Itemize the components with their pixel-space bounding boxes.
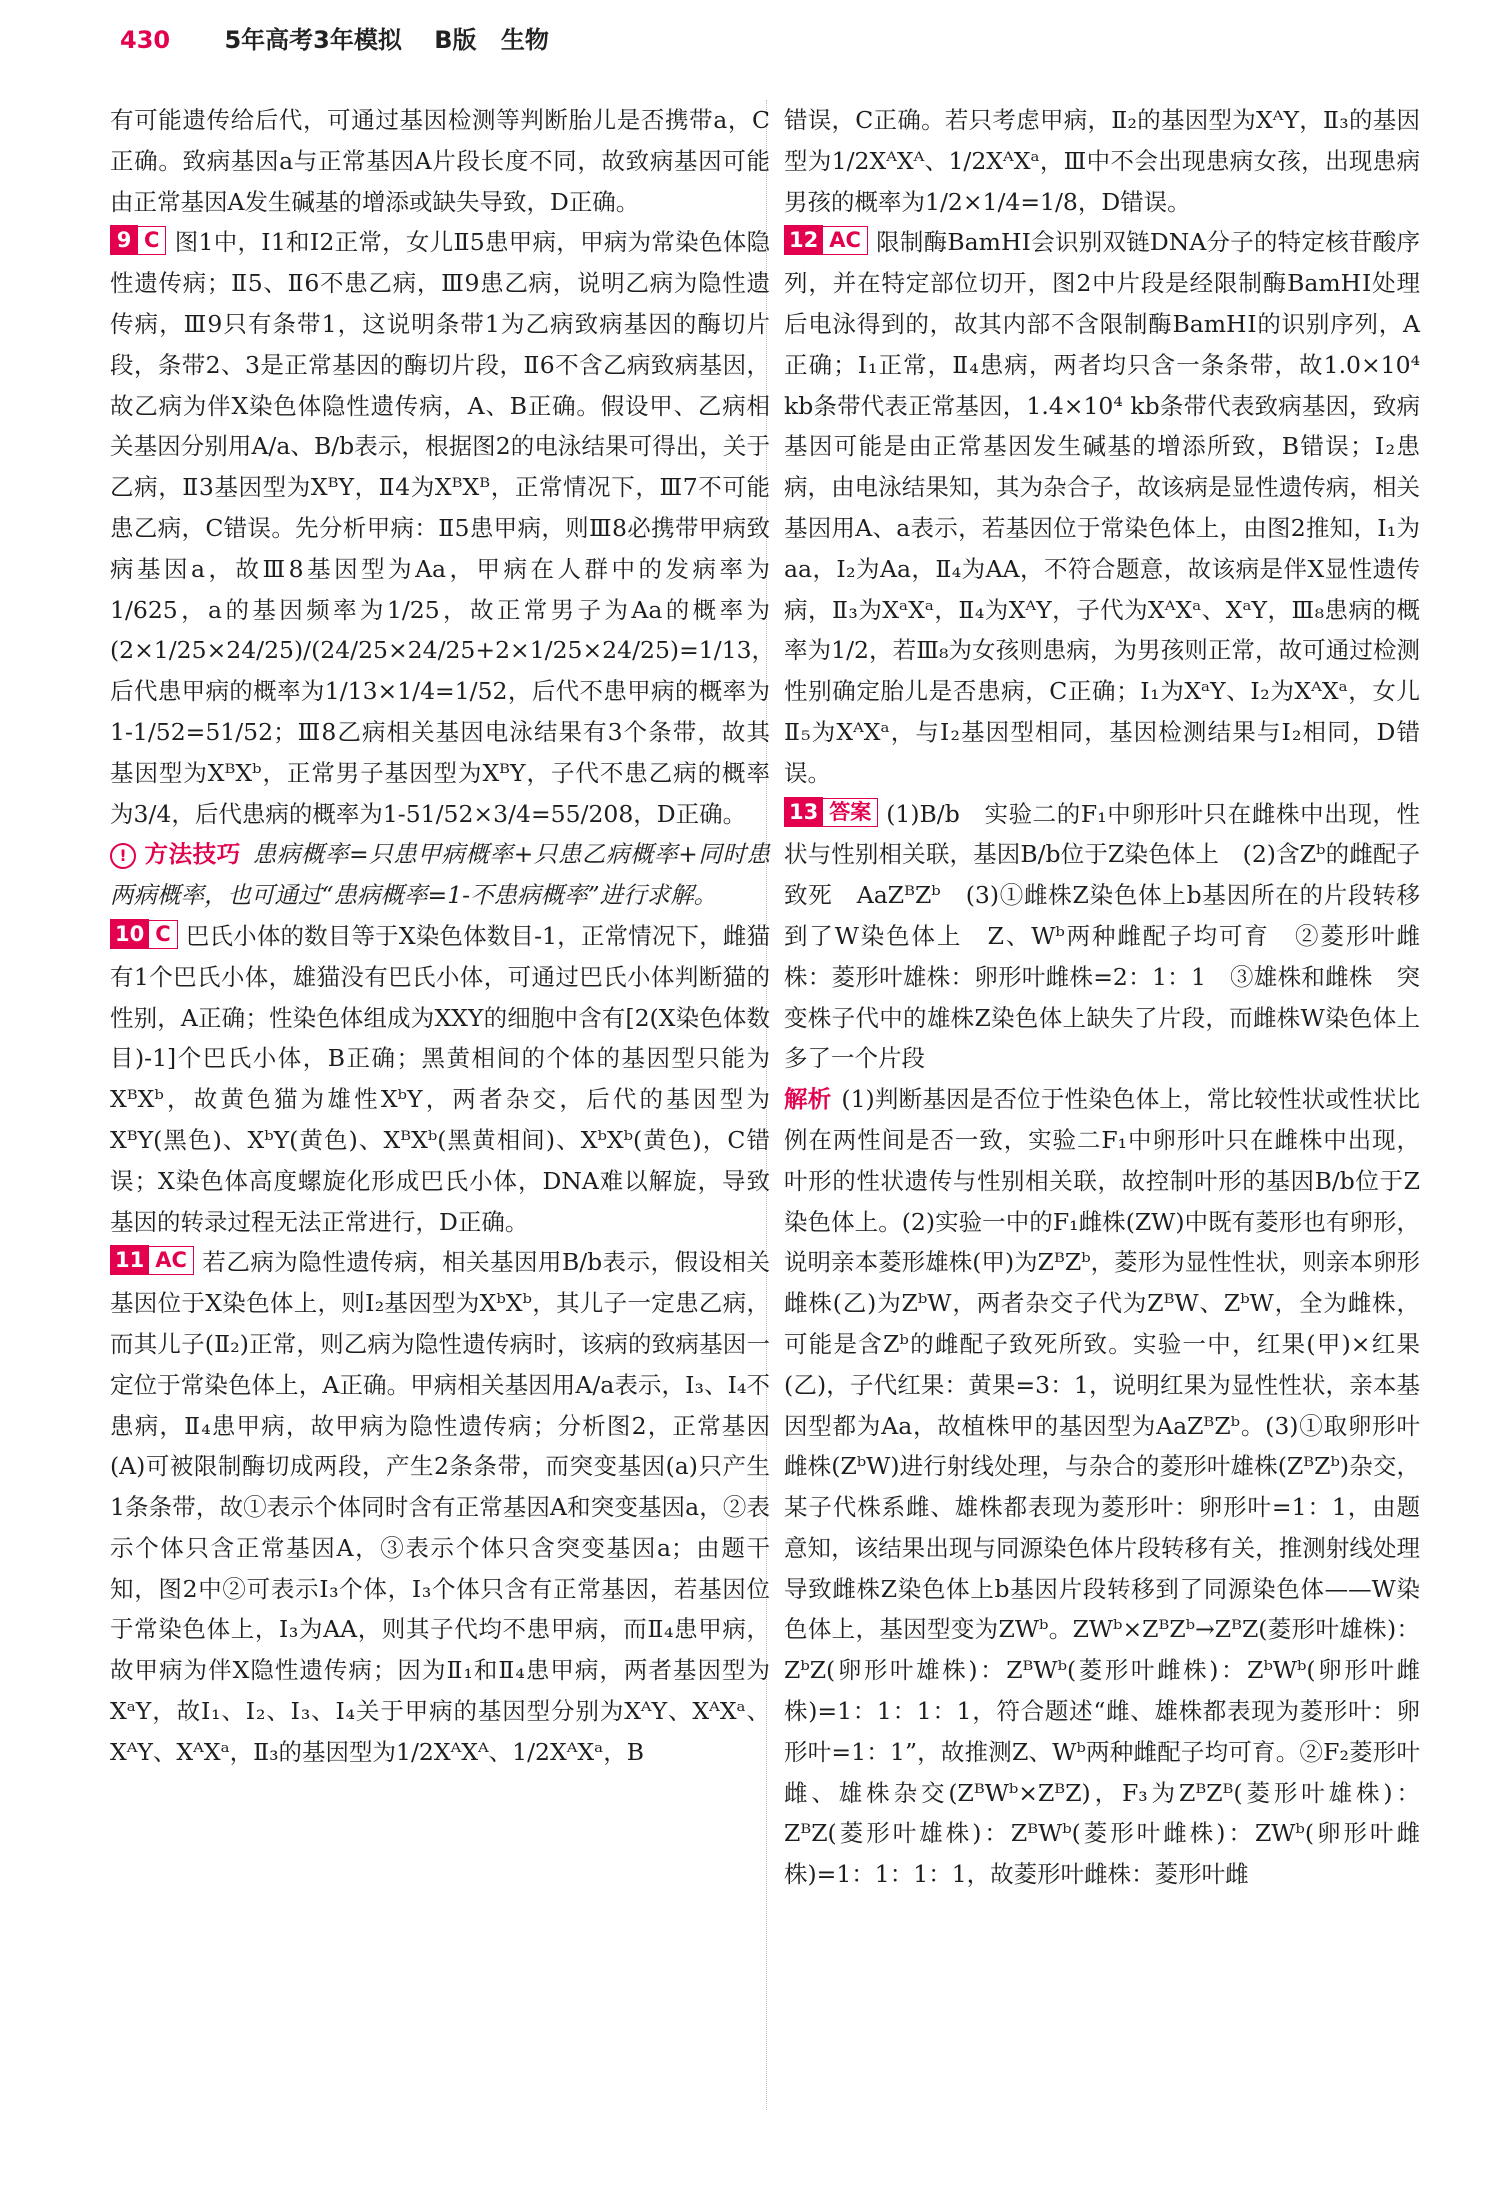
answer-text: (1)B/b 实验二的F₁中卵形叶只在雌株中出现，性状与性别相关联，基因B/b位于Z染色体上 (2)含Zᵇ的雌配子致死 AaZᴮZᵇ (3)①雌株Z染色体上b基因所在的片段转移到了W染色体上 Z、Wᵇ两种雌配子均可育 ②菱形叶雌株：菱形叶雄株：卵形叶雌株=2：1：1 ③雄株和雌株 突变株子代中的雄株Z染色体上缺失了片段，而雌株W染色体上多了一个片段 xyxy=(784,799,1420,1073)
analysis-label: 解析 xyxy=(784,1085,832,1114)
method-tip xyxy=(110,834,770,916)
book-title: 5年高考3年模拟 xyxy=(224,26,402,54)
analysis-text: (1)判断基因是否位于性染色体上，常比较性状或性状比例在两性间是否一致，实验二F₁中卵形叶只在雌株中出现，叶形的性状遗传与性别相关联，故控制叶形的基因B/b位于Z染色体上。(2)实验一中的F₁雌株(ZW)中既有菱形也有卵形，说明亲本菱形雄株(甲)为ZᴮZᵇ，菱形为显性性状，则亲本卵形雌株(乙)为ZᵇW，两者杂交子代为ZᴮW、ZᵇW，全为雌株，可能是含Zᵇ的雌配子致死所致。实验一中，红果(甲)×红果(乙)，子代红果：黄果=3：1，说明红果为显性性状，亲本基因型都为Aa，故植株甲的基因型为AaZᴮZᵇ。(3)①取卵形叶雌株(ZᵇW)进行射线处理，与杂合的菱形叶雄株(ZᴮZᵇ)杂交，某子代株系雌、雄株都表现为菱形叶：卵形叶=1：1，由题意知，该结果出现与同源染色体片段转移有关，推测射线处理导致雌株Z染色体上b基因片段转移到了同源染色体——W染色体上，基因型变为ZWᵇ。ZWᵇ×ZᴮZᵇ→ZᴮZ(菱形叶雄株)：ZᵇZ(卵形叶雄株)：ZᴮWᵇ(菱形叶雌株)：ZᵇWᵇ(卵形叶雌株)=1：1：1：1，符合题述“雌、雄株都表现为菱形叶：卵形叶=1：1”，故推测Z、Wᵇ两种雌配子均可育。②F₂菱形叶雌、雄株杂交(ZᴮWᵇ×ZᴮZ)，F₃为ZᴮZᴮ(菱形叶雄株)：ZᴮZ(菱形叶雄株)：ZᴮWᵇ(菱形叶雌株)：ZWᵇ(卵形叶雌株)=1：1：1：1，故菱形叶雌株：菱形叶雌 xyxy=(784,1085,1420,1889)
subject-label: 生物 xyxy=(500,26,549,54)
explanation-text: 巴氏小体的数目等于X染色体数目-1，正常情况下，雌猫有1个巴氏小体，雄猫没有巴氏小体，可通过巴氏小体判断猫的性别，A正确；性染色体组成为XXY的细胞中含有[2(X染色体数目)-1]个巴氏小体，B正确；黑黄相间的个体的基因型只能为XᴮXᵇ，故黄色猫为雄性XᵇY，两者杂交，后代的基因型为XᴮY(黑色)、XᵇY(黄色)、XᴮXᵇ(黑黄相间)、XᵇXᵇ(黄色)，C错误；X染色体高度螺旋化形成巴氏小体，DNA难以解旋，导致基因的转录过程无法正常进行，D正确。 xyxy=(110,921,770,1236)
answer-block-13 xyxy=(784,794,1420,1080)
answer-block-10 xyxy=(110,916,770,1242)
explanation-text: 限制酶BamHⅠ会识别双链DNA分子的特定核苷酸序列，并在特定部位切开，图2中片段是经限制酶BamHⅠ处理后电泳得到的，故其内部不含限制酶BamHⅠ的识别序列，A正确；Ⅰ₁正常，Ⅱ₄患病，两者均只含一条条带，故1.0×10⁴ kb条带代表正常基因，1.4×10⁴ kb条带代表致病基因，致病基因可能是由正常基因发生碱基的增添所致，B错误；Ⅰ₂患病，由电泳结果知，其为杂合子，故该病是显性遗传病，相关基因用A、a表示，若基因位于常染色体上，由图2推知，Ⅰ₁为aa，Ⅰ₂为Aa，Ⅱ₄为AA，不符合题意，故该病是伴X显性遗传病，Ⅱ₃为XᵃXᵃ，Ⅱ₄为XᴬY，子代为XᴬXᵃ、XᵃY，Ⅲ₈患病的概率为1/2，若Ⅲ₈为女孩则患病，为男孩则正常，故可通过检测性别确定胎儿是否患病，C正确；Ⅰ₁为XᵃY、Ⅰ₂为XᴬXᵃ，女儿Ⅱ₅为XᴬXᵃ，与Ⅰ₂基因型相同，基因检测结果与Ⅰ₂相同，D错误。 xyxy=(784,228,1420,787)
answer-letter: C xyxy=(149,920,177,949)
answer-label: 答案 xyxy=(823,798,878,827)
question-number: 11 xyxy=(110,1245,149,1275)
answer-badge-11 xyxy=(110,1245,194,1275)
question-number: 10 xyxy=(110,919,149,949)
left-column xyxy=(110,100,776,1773)
answer-badge-12 xyxy=(784,225,868,255)
question-number: 13 xyxy=(784,797,823,827)
answer-badge-9 xyxy=(110,225,166,255)
answer-letter: C xyxy=(138,226,166,255)
answer-badge-10 xyxy=(110,919,178,949)
answer-block-11 xyxy=(110,1242,770,1772)
question-number: 12 xyxy=(784,225,823,255)
exclamation-icon: ! xyxy=(110,843,136,869)
answer-block-12 xyxy=(784,222,1420,793)
continued-paragraph: 有可能遗传给后代，可通过基因检测等判断胎儿是否携带a，C正确。致病基因a与正常基因A片段长度不同，故致病基因可能由正常基因A发生碱基的增添或缺失导致，D正确。 xyxy=(110,106,770,216)
tip-text: 患病概率=只患甲病概率+只患乙病概率+同时患两病概率，也可通过“患病概率=1-不患病概率”进行求解。 xyxy=(110,840,771,910)
analysis-block xyxy=(784,1079,1420,1895)
tip-label: 方法技巧 xyxy=(144,840,241,869)
explanation-text: 图1中，Ⅰ1和Ⅰ2正常，女儿Ⅱ5患甲病，甲病为常染色体隐性遗传病；Ⅱ5、Ⅱ6不患乙病，Ⅲ9患乙病，说明乙病为隐性遗传病，Ⅲ9只有条带1，这说明条带1为乙病致病基因的酶切片段，条带2、3是正常基因的酶切片段，Ⅱ6不含乙病致病基因，故乙病为伴X染色体隐性遗传病，A、B正确。假设甲、乙病相关基因分别用A/a、B/b表示，根据图2的电泳结果可得出，关于乙病，Ⅱ3基因型为XᴮY，Ⅱ4为XᴮXᴮ，正常情况下，Ⅲ7不可能患乙病，C错误。先分析甲病：Ⅱ5患甲病，则Ⅲ8必携带甲病致病基因a，故Ⅲ8基因型为Aa，甲病在人群中的发病率为1/625，a的基因频率为1/25，故正常男子为Aa的概率为(2×1/25×24/25)/(24/25×24/25+2×1/25×24/25)=1/13，后代患甲病的概率为1/13×1/4=1/52，后代不患甲病的概率为1-1/52=51/52；Ⅲ8乙病相关基因电泳结果有3个条带，故其基因型为XᴮXᵇ，正常男子基因型为XᴮY，子代不患乙病的概率为3/4，后代患病的概率为1-51/52×3/4=55/208，D正确。 xyxy=(110,228,776,828)
explanation-text: 若乙病为隐性遗传病，相关基因用B/b表示，假设相关基因位于X染色体上，则Ⅰ₂基因型为XᵇXᵇ，其儿子一定患乙病，而其儿子(Ⅱ₂)正常，则乙病为隐性遗传病时，该病的致病基因一定位于常染色体上，A正确。甲病相关基因用A/a表示，Ⅰ₃、Ⅰ₄不患病，Ⅱ₄患甲病，故甲病为隐性遗传病；分析图2，正常基因(A)可被限制酶切成两段，产生2条条带，而突变基因(a)只产生1条条带，故①表示个体同时含有正常基因A和突变基因a，②表示个体只含正常基因A，③表示个体只含突变基因a；由题干知，图2中②可表示Ⅰ₃个体，Ⅰ₃个体只含有正常基因，若基因位于常染色体上，Ⅰ₃为AA，则其子代均不患甲病，而Ⅱ₄患甲病，故甲病为伴X隐性遗传病；因为Ⅱ₁和Ⅱ₄患甲病，两者基因型为XᵃY，故Ⅰ₁、Ⅰ₂、Ⅰ₃、Ⅰ₄关于甲病的基因型分别为XᴬY、XᴬXᵃ、XᴬY、XᴬXᵃ，Ⅱ₃的基因型为1/2XᴬXᴬ、1/2XᴬXᵃ，B xyxy=(110,1248,770,1766)
answer-letter: AC xyxy=(823,226,868,255)
answer-block-9 xyxy=(110,222,776,834)
edition-label: B版 xyxy=(434,26,477,54)
right-column xyxy=(784,100,1420,1895)
answer-badge-13 xyxy=(784,797,878,827)
page-header xyxy=(120,20,549,56)
continued-paragraph: 错误，C正确。若只考虑甲病，Ⅱ₂的基因型为XᴬY，Ⅱ₃的基因型为1/2XᴬXᴬ、1/2XᴬXᵃ，Ⅲ中不会出现患病女孩，出现患病男孩的概率为1/2×1/4=1/8，D错误。 xyxy=(784,106,1420,216)
question-number: 9 xyxy=(110,225,138,255)
page-number: 430 xyxy=(120,26,171,54)
answer-letter: AC xyxy=(149,1246,194,1275)
